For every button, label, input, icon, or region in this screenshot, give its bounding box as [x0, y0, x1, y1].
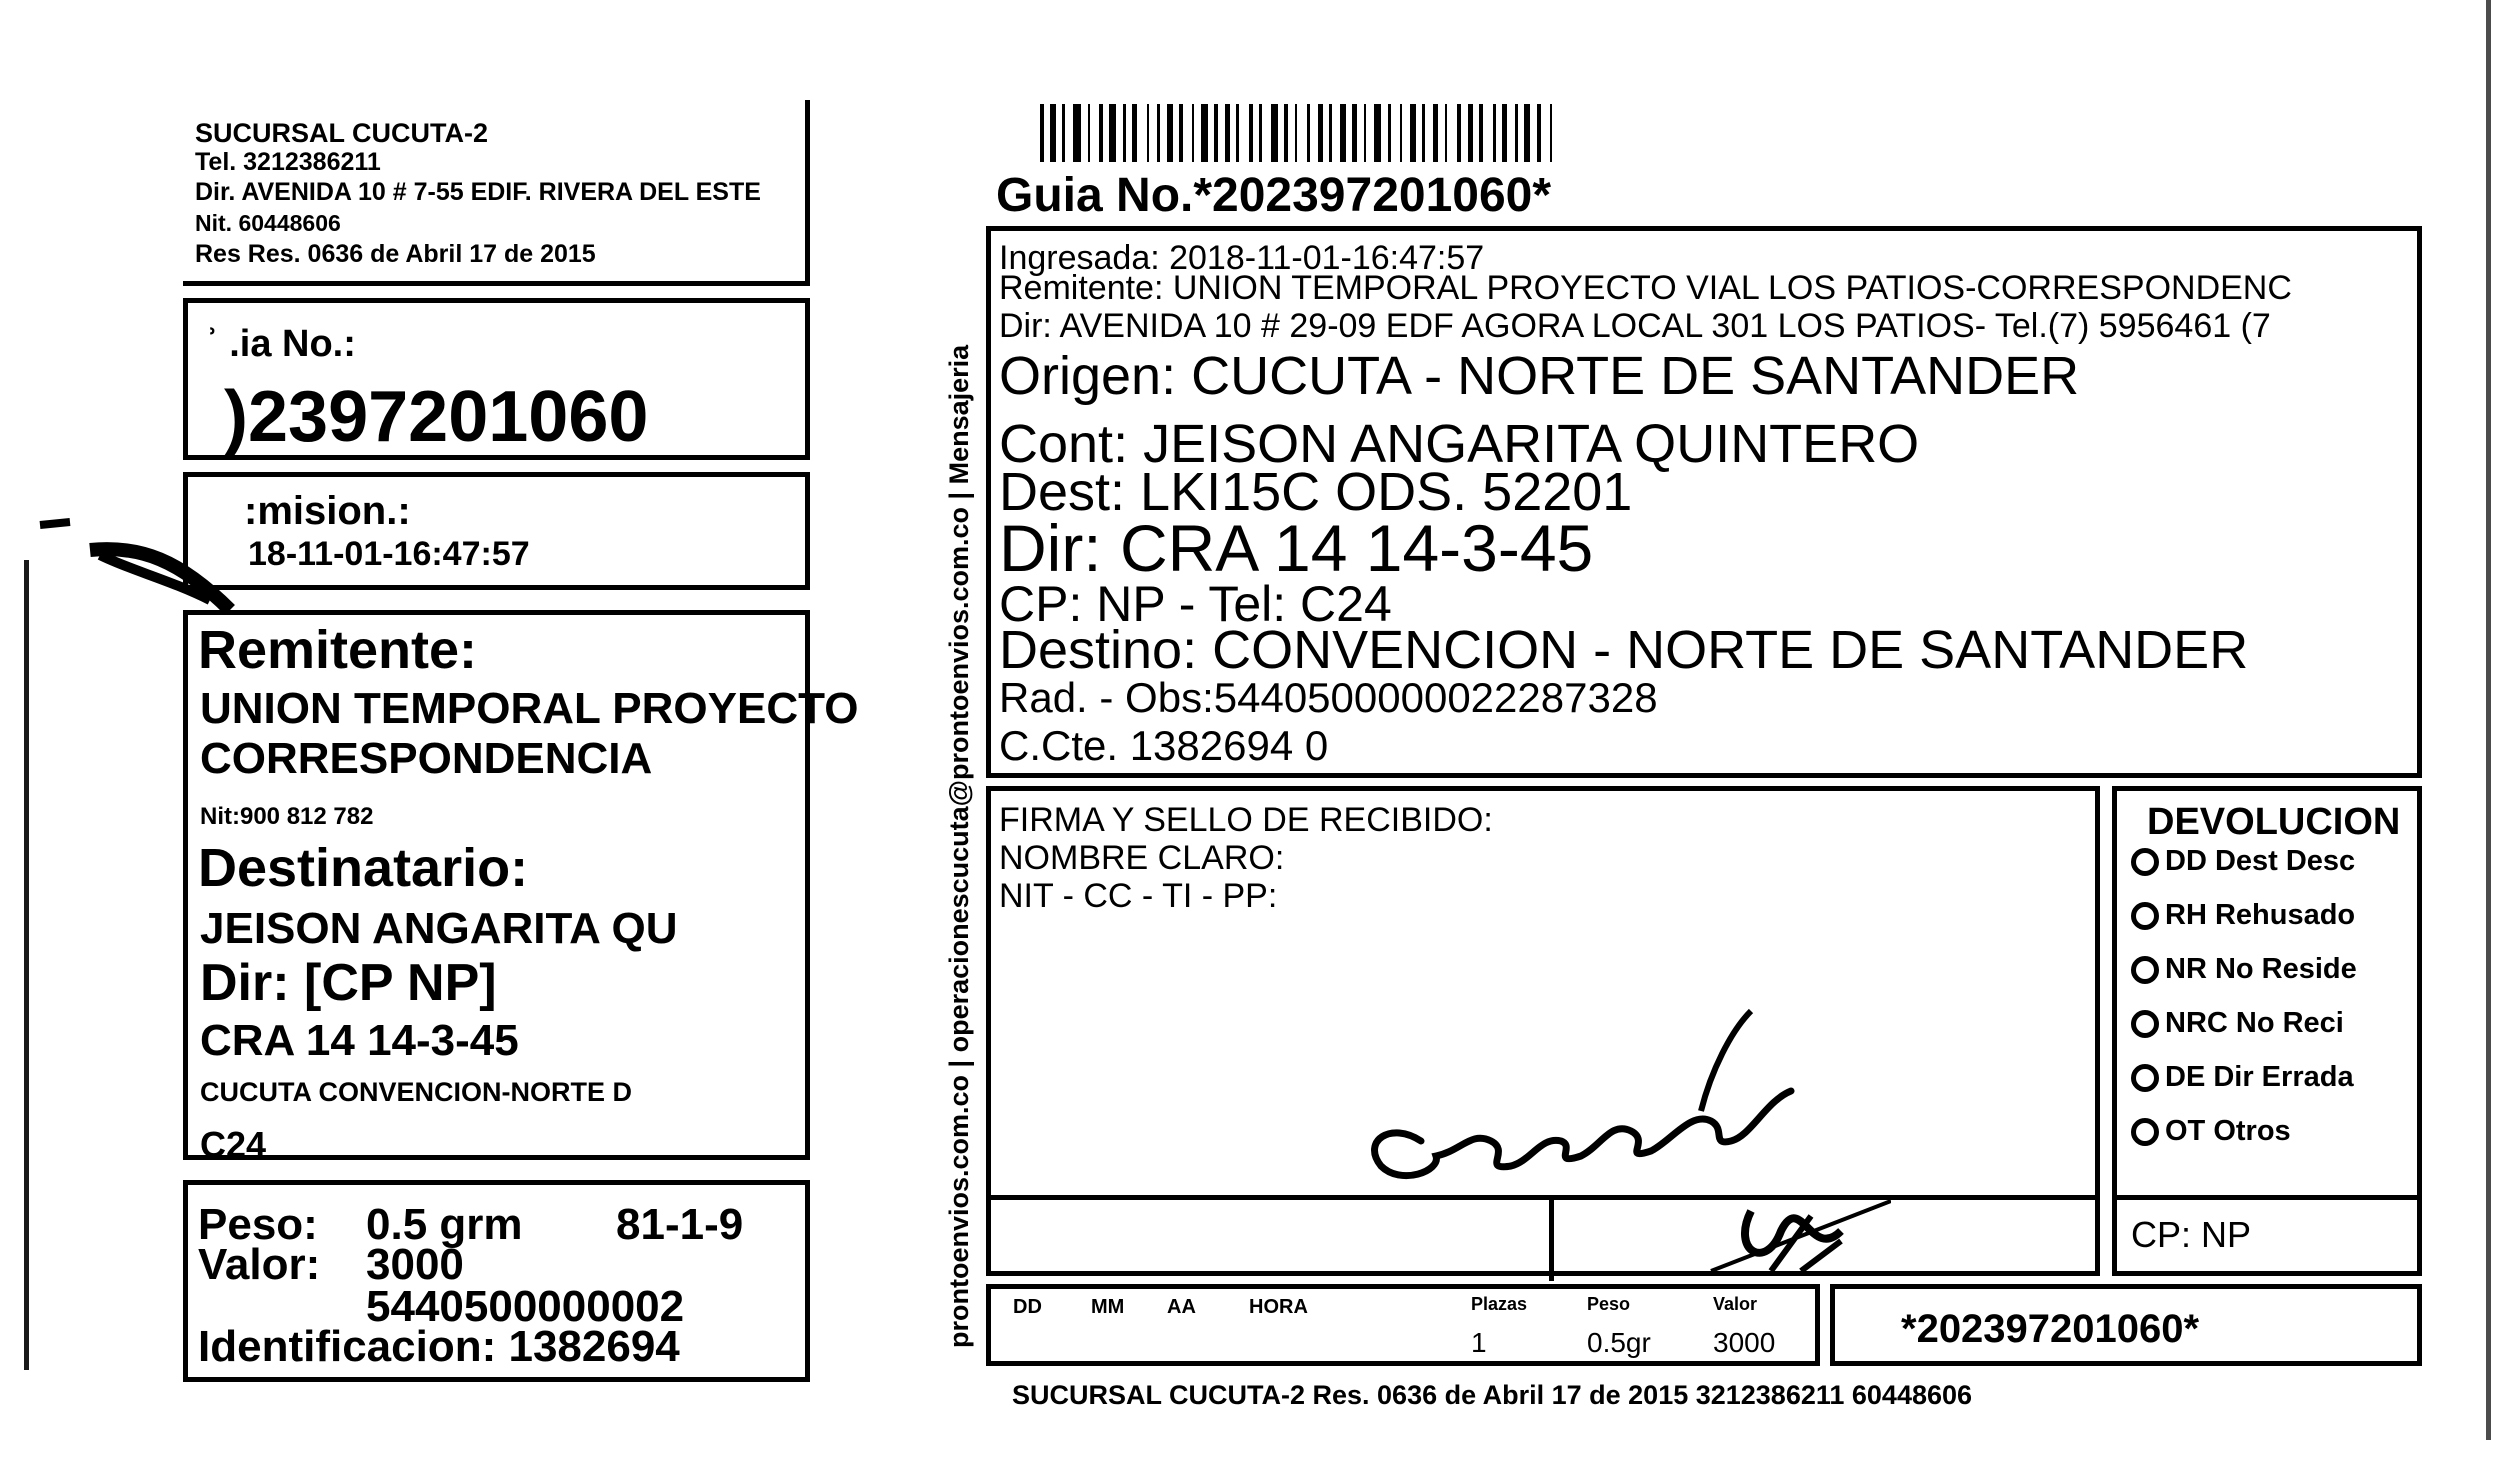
- stub-emision-box: [183, 472, 810, 590]
- stub-res: Res Res. 0636 de Abril 17 de 2015: [195, 240, 596, 268]
- main-info-box: [986, 226, 2422, 778]
- main-remitente: Remitente: UNION TEMPORAL PROYECTO VIAL LOS PATIOS-CORRESPONDENC: [999, 269, 2292, 307]
- stub-nit: Nit:900 812 782: [200, 803, 374, 830]
- barcode-bar: [1468, 104, 1473, 162]
- stub-guia-number: )2397201060: [224, 377, 649, 457]
- barcode-bar: [1400, 104, 1402, 162]
- barcode-bar: [1410, 104, 1416, 162]
- devolucion-divider: [2117, 1195, 2417, 1200]
- barcode-bar: [1236, 104, 1239, 162]
- firma-line3: NIT - CC - TI - PP:: [999, 877, 1278, 915]
- guia-code: *202397201060*: [1901, 1307, 2200, 1351]
- barcode-bar: [1073, 104, 1081, 162]
- barcode-bar: [1214, 104, 1218, 162]
- barcode-bar: [1515, 104, 1518, 162]
- value-valor: 3000: [1713, 1327, 1776, 1358]
- firma-line2: NOMBRE CLARO:: [999, 839, 1285, 877]
- devolucion-cp: CP: NP: [2131, 1214, 2252, 1255]
- devolucion-box: [2112, 786, 2422, 1276]
- label-dd: DD: [1013, 1296, 1042, 1318]
- barcode-bar: [1352, 104, 1357, 162]
- label-mm: MM: [1091, 1296, 1125, 1318]
- main-cp-tel: CP: NP - Tel: C24: [999, 576, 1392, 632]
- barcode-bar: [1271, 104, 1278, 162]
- stub-valor-label: Valor:: [198, 1240, 321, 1289]
- barcode-bar: [1318, 104, 1323, 162]
- guia-code-box: [1830, 1284, 2422, 1366]
- main-rad-obs: Rad. - Obs:5440500000022287328: [999, 674, 1658, 721]
- barcode-bar: [1167, 104, 1173, 162]
- main-guia-title: Guia No.*202397201060*: [996, 169, 1552, 222]
- label-valor: Valor: [1713, 1294, 1758, 1314]
- main-origen: Origen: CUCUTA - NORTE DE SANTANDER: [999, 346, 2080, 406]
- barcode-bar: [1422, 104, 1425, 162]
- barcode-bar: [1157, 104, 1160, 162]
- barcode-bar: [1123, 104, 1126, 162]
- barcode-bar: [1479, 104, 1483, 162]
- firma-line1: FIRMA Y SELLO DE RECIBIDO:: [999, 801, 1493, 839]
- stub-sucursal: SUCURSAL CUCUTA-2: [195, 118, 489, 148]
- barcode-bar: [1109, 104, 1116, 162]
- barcode-bar: [1284, 104, 1288, 162]
- barcode-bar: [1374, 104, 1381, 162]
- stub-obs-number: 5440500000002: [366, 1282, 685, 1331]
- stub-remitente-label: Remitente:: [198, 620, 478, 680]
- stub-valor-value: 3000: [366, 1240, 464, 1289]
- stub-peso-box: [183, 1180, 810, 1382]
- main-dir-dest: Dir: CRA 14 14-3-45: [999, 511, 1594, 585]
- main-cont: Cont: JEISON ANGARITA QUINTERO: [999, 414, 1920, 474]
- barcode-bar: [1295, 104, 1297, 162]
- checkbox-circle-icon[interactable]: [2131, 1010, 2159, 1038]
- stub-emision-value: 18-11-01-16:47:57: [248, 535, 530, 573]
- barcode-bar: [1329, 104, 1332, 162]
- stub-dir: Dir. AVENIDA 10 # 7-55 EDIF. RIVERA DEL ESTE: [195, 178, 761, 206]
- checkbox-circle-icon[interactable]: [2131, 956, 2159, 984]
- value-peso: 0.5gr: [1587, 1327, 1651, 1358]
- stub-identificacion: Identificacion: 1382694: [198, 1322, 680, 1371]
- stub-address-box: [183, 610, 859, 1165]
- devolucion-option-ot[interactable]: OT Otros: [2131, 1117, 2291, 1146]
- barcode-bar: [1364, 104, 1366, 162]
- scan-mark-right: [2486, 0, 2491, 1440]
- devolucion-option-rh[interactable]: RH Rehusado: [2131, 901, 2355, 930]
- scan-mark-left: [24, 560, 29, 1370]
- barcode-bar: [1433, 104, 1438, 162]
- devolucion-option-de[interactable]: DE Dir Errada: [2131, 1063, 2354, 1092]
- barcode-bar: [1088, 104, 1090, 162]
- barcode-bar: [1201, 104, 1208, 162]
- devolucion-option-nr[interactable]: NR No Reside: [2131, 955, 2357, 984]
- barcode-bar: [1457, 104, 1461, 162]
- barcode-bar: [1050, 104, 1056, 162]
- main-dir-remitente: Dir: AVENIDA 10 # 29-09 EDF AGORA LOCAL 301 LOS PATIOS- Tel.(7) 5956461 (7: [999, 307, 2271, 345]
- stub-destinatario-label: Destinatario:: [198, 838, 529, 898]
- checkbox-circle-icon[interactable]: [2131, 848, 2159, 876]
- side-website-text: prontoenvios.com.co | operacionescucuta@prontoenvios.com.co | Mensajeria: [944, 344, 974, 1348]
- barcode-bar: [1537, 104, 1541, 162]
- stub-tel-c24: C24: [200, 1124, 267, 1165]
- label-aa: AA: [1167, 1296, 1196, 1318]
- barcode: [1040, 104, 2190, 162]
- stub-emision-label: :mision.:: [244, 489, 411, 533]
- barcode-bar: [1192, 104, 1194, 162]
- handwritten-signature: [1191, 971, 1891, 1281]
- devolucion-option-dd[interactable]: DD Dest Desc: [2131, 847, 2355, 876]
- barcode-bar: [1040, 104, 1044, 162]
- stub-city: CUCUTA CONVENCION-NORTE D: [200, 1077, 632, 1107]
- barcode-bar: [1340, 104, 1346, 162]
- barcode-bar: [1388, 104, 1391, 162]
- label-peso: Peso: [1587, 1294, 1631, 1314]
- stub-destinatario-name: JEISON ANGARITA QU: [200, 904, 678, 953]
- label-plazas: Plazas: [1471, 1294, 1528, 1314]
- value-plazas: 1: [1471, 1327, 1487, 1358]
- devolucion-option-nrc[interactable]: NRC No Reci: [2131, 1009, 2344, 1038]
- main-destino: Destino: CONVENCION - NORTE DE SANTANDER: [999, 620, 2249, 680]
- barcode-bar: [1259, 104, 1262, 162]
- checkbox-circle-icon[interactable]: [2131, 902, 2159, 930]
- barcode-bar: [1524, 104, 1530, 162]
- stub-header-box: [183, 100, 810, 286]
- label-hora: HORA: [1249, 1296, 1308, 1318]
- barcode-bar: [1147, 104, 1149, 162]
- ink-smudge: [30, 510, 260, 620]
- barcode-bar: [1445, 104, 1447, 162]
- barcode-bar: [1550, 104, 1552, 162]
- stub-dir-label: Dir: [CP NP]: [200, 954, 497, 1012]
- stub-guia-label: ʾ .ia No.:: [206, 323, 356, 365]
- stub-remitente-line1: UNION TEMPORAL PROYECTO: [200, 684, 859, 733]
- stub-dir-value: CRA 14 14-3-45: [200, 1016, 519, 1065]
- stub-remitente-line2: CORRESPONDENCIA: [200, 734, 653, 783]
- barcode-bar: [1062, 104, 1065, 162]
- stub-nit: Nit. 60448606: [195, 210, 341, 236]
- stub-guia-box: [183, 298, 810, 460]
- stub-peso-label: Peso:: [198, 1200, 318, 1249]
- checkbox-circle-icon[interactable]: [2131, 1118, 2159, 1146]
- firma-box: [986, 786, 2100, 1276]
- main-ccte: C.Cte. 1382694 0: [999, 722, 1329, 769]
- barcode-bar: [1249, 104, 1253, 162]
- barcode-bar: [1099, 104, 1103, 162]
- main-ingresada: Ingresada: 2018-11-01-16:47:57: [999, 239, 1485, 277]
- date-weight-box: [986, 1284, 1820, 1366]
- barcode-bar: [1132, 104, 1137, 162]
- barcode-bar: [1225, 104, 1230, 162]
- barcode-bar: [1493, 104, 1496, 162]
- stub-tel: Tel. 3212386211: [195, 148, 381, 176]
- stub-peso-value: 0.5 grm: [366, 1200, 523, 1249]
- barcode-bar: [1179, 104, 1183, 162]
- checkbox-circle-icon[interactable]: [2131, 1064, 2159, 1092]
- barcode-bar: [1502, 104, 1507, 162]
- footer-sucursal: SUCURSAL CUCUTA-2 Res. 0636 de Abril 17 de 2015 3212386211 60448606: [1012, 1380, 1973, 1410]
- stub-peso-code: 81-1-9: [616, 1200, 744, 1249]
- main-dest: Dest: LKI15C ODS. 52201: [999, 462, 1633, 522]
- barcode-bar: [1307, 104, 1310, 162]
- devolucion-title: DEVOLUCION: [2147, 801, 2401, 843]
